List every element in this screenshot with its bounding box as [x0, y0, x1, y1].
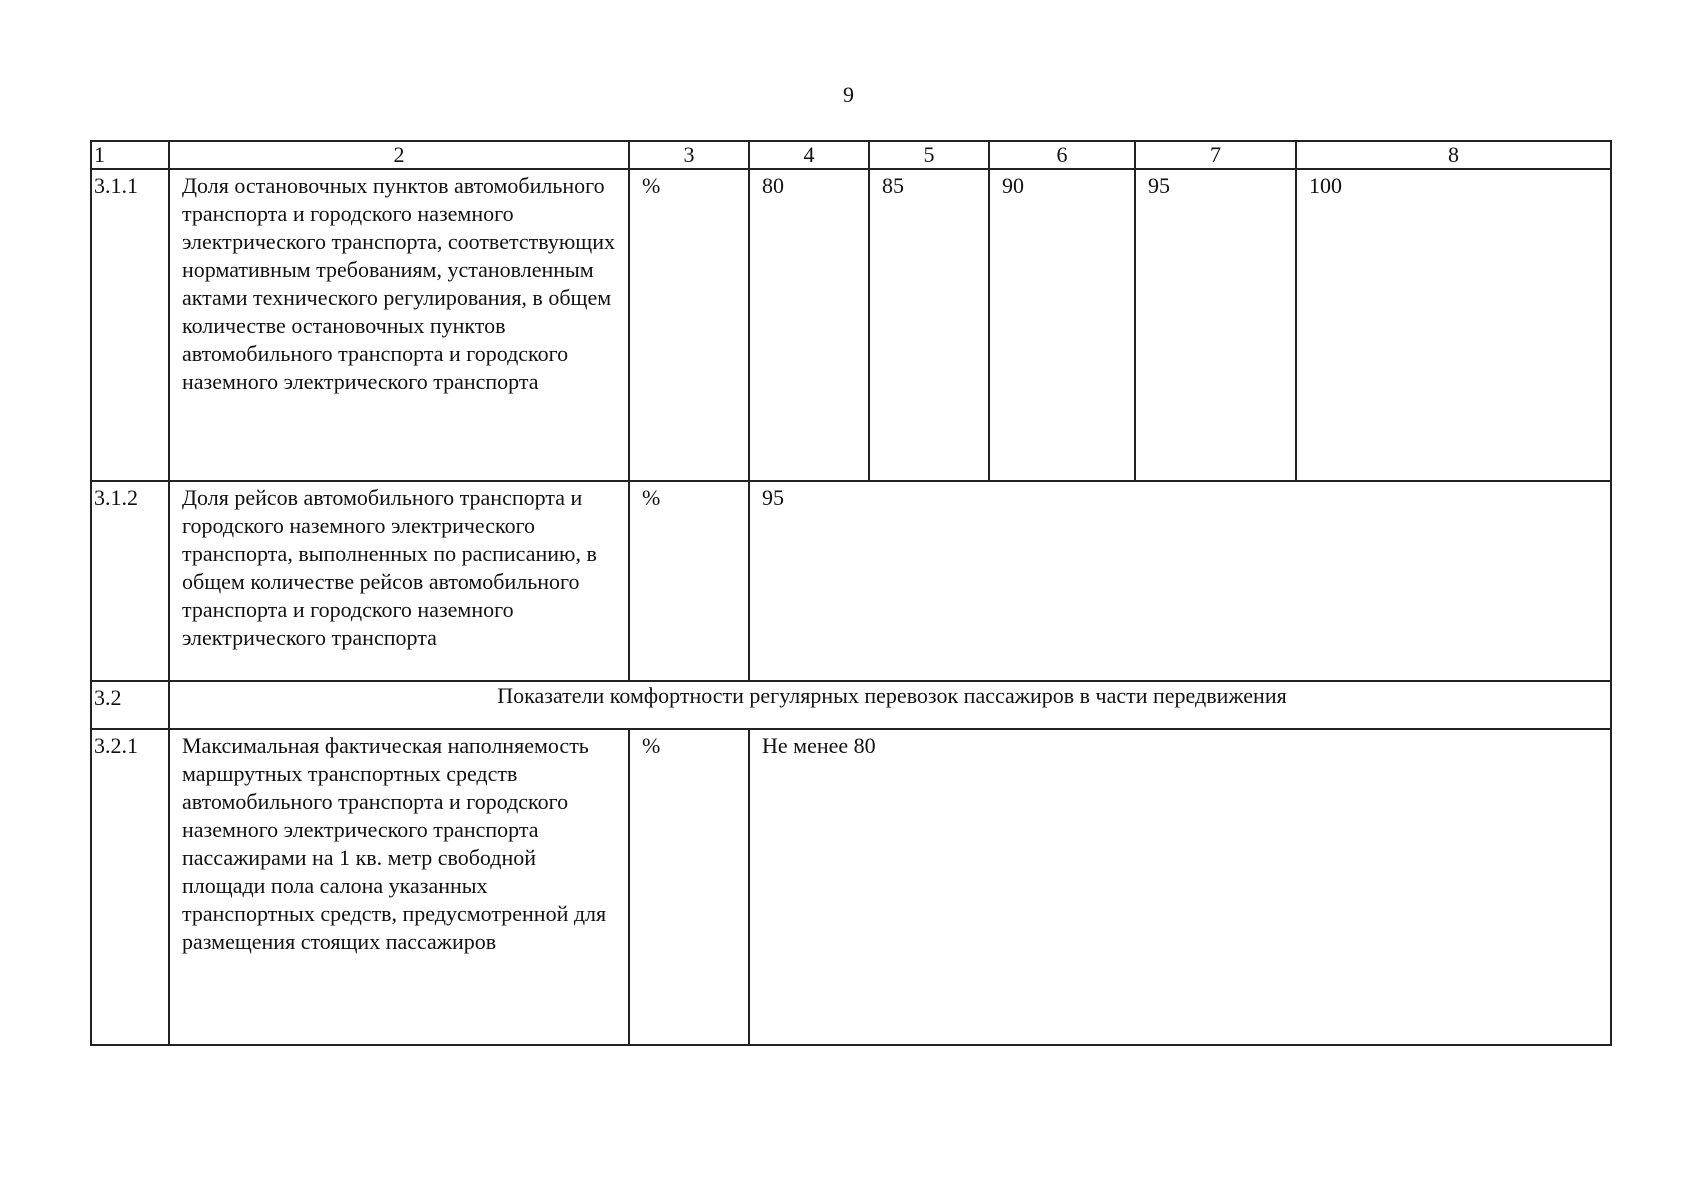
header-cell-3: 3 [629, 141, 749, 169]
header-cell-4: 4 [749, 141, 869, 169]
header-cell-2: 2 [169, 141, 629, 169]
header-cell-7: 7 [1135, 141, 1296, 169]
value-cell-5: 85 [869, 169, 989, 481]
row-number: 3.1.1 [91, 169, 169, 481]
table-header-row [91, 141, 1611, 169]
indicator-name: Максимальная фактическая наполняемость маршрутных транспортных средств автомобильного транспорта и городского наземного электрического транспорта пассажирами на 1 кв. метр свободной площади пола салона указанных транспортных средств, предусмотренной для размещения стоящих пассажиров [169, 729, 629, 1045]
header-cell-5: 5 [869, 141, 989, 169]
header-cell-1: 1 [91, 141, 169, 169]
table-row [91, 169, 1611, 481]
unit-cell: % [629, 729, 749, 1045]
value-cell-4: 80 [749, 169, 869, 481]
header-cell-8: 8 [1296, 141, 1611, 169]
unit-cell: % [629, 481, 749, 681]
section-number: 3.2 [91, 681, 169, 729]
value-cell-8: 100 [1296, 169, 1611, 481]
value-cell-6: 90 [989, 169, 1135, 481]
value-cell-7: 95 [1135, 169, 1296, 481]
merged-value-cell: Не менее 80 [749, 729, 1611, 1045]
indicators-table [90, 140, 1612, 1046]
section-row [91, 681, 1611, 729]
section-title: Показатели комфортности регулярных перевозок пассажиров в части передвижения [169, 681, 1611, 729]
indicator-name: Доля рейсов автомобильного транспорта и городского наземного электрического транспорта, выполненных по расписанию, в общем количестве рейсов автомобильного транспорта и городского наземного электрического транспорта [169, 481, 629, 681]
table-row [91, 729, 1611, 1045]
row-number: 3.1.2 [91, 481, 169, 681]
row-number: 3.2.1 [91, 729, 169, 1045]
header-cell-6: 6 [989, 141, 1135, 169]
merged-value-cell: 95 [749, 481, 1611, 681]
indicator-name: Доля остановочных пунктов автомобильного транспорта и городского наземного электрического транспорта, соответствующих нормативным требованиям, установленным актами технического регулирования, в общем количестве остановочных пунктов автомобильного транспорта и городского наземного электрического транспорта [169, 169, 629, 481]
unit-cell: % [629, 169, 749, 481]
table-row [91, 481, 1611, 681]
page-number: 9 [843, 82, 854, 107]
